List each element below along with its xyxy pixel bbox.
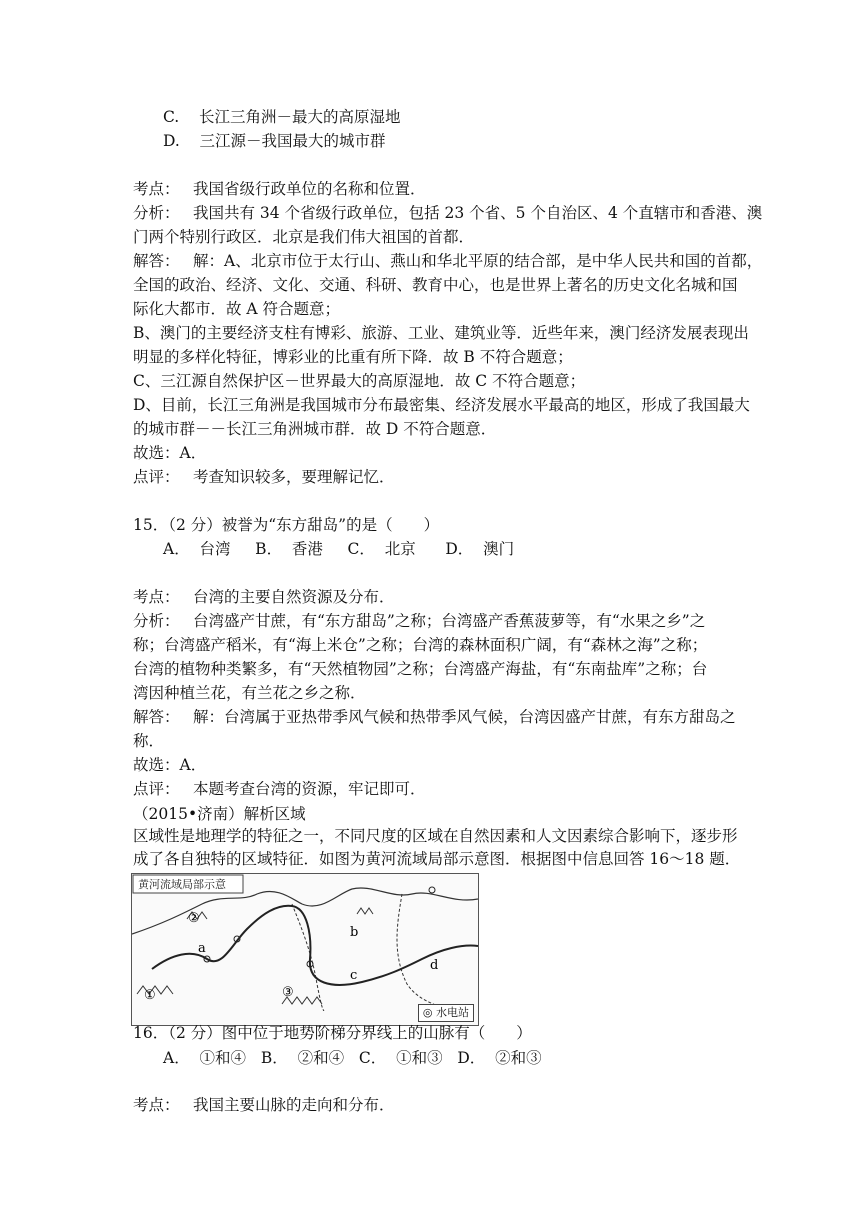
q15-fenxi-3: 台湾的植物种类繁多，有“天然植物园”之称；台湾盛产海盐，有“东南盐库”之称；台 (133, 660, 708, 678)
map-label-1: ① (144, 988, 156, 1003)
q16-options: A． ①和④ B． ②和④ C． ①和③ D． ②和③ (163, 1049, 542, 1067)
q14-fenxi-2: 门两个特别行政区．北京是我们伟大祖国的首都． (133, 228, 475, 246)
q14-guxuan: 故选：A． (133, 444, 207, 462)
q15-fenxi-2: 称；台湾盛产稻米，有“海上米仓”之称；台湾的森林面积广阔，有“森林之海”之称； (133, 636, 708, 654)
map-label-b: b (350, 925, 359, 940)
option-d: D. 三江源－我国最大的城市群 (163, 132, 386, 150)
map-label-d: d (430, 958, 439, 973)
q15-jieda-2: 称． (133, 732, 165, 750)
map-legend: ◎ 水电站 (418, 1004, 474, 1022)
q15-jieda: 解答： 解：台湾属于亚热带季风气候和热带季风气候，台湾因盛产甘蔗，有东方甜岛之 (133, 708, 736, 726)
q15-options: A． 台湾 B． 香港 C． 北京 D． 澳门 (163, 540, 515, 558)
section-intro-1: 区域性是地理学的特征之一，不同尺度的区域在自然因素和人文因素综合影响下，逐步形 (133, 827, 738, 845)
q14-c: C、三江源自然保护区－世界最大的高原湿地．故 C 不符合题意； (133, 372, 586, 390)
q15-fenxi: 分析： 台湾盛产甘蔗，有“东方甜岛”之称；台湾盛产香蕉菠萝等，有“水果之乡”之 (133, 612, 706, 630)
q14-d-1: D、目前，长江三角洲是我国城市分布最密集、经济发展水平最高的地区，形成了我国最大 (133, 396, 750, 414)
map-drawing (132, 874, 478, 1011)
section-heading: （2015•济南）解析区域 (133, 805, 306, 823)
map-label-3: ③ (282, 985, 294, 1000)
q14-jieda-3: 际化大都市．故 A 符合题意； (133, 300, 341, 318)
q14-d-2: 的城市群－－长江三角洲城市群．故 D 不符合题意． (133, 420, 497, 438)
map-label-a: a (198, 941, 206, 956)
q15-question: 15．（2 分）被誉为“东方甜岛”的是（ ） (133, 516, 440, 534)
q15-guxuan: 故选：A． (133, 756, 207, 774)
q14-b-2: 明显的多样化特征，博彩业的比重有所下降．故 B 不符合题意； (133, 348, 573, 366)
q16-kaodian: 考点： 我国主要山脉的走向和分布． (133, 1096, 395, 1114)
q14-dianping: 点评： 考查知识较多，要理解记忆． (133, 468, 395, 486)
q14-jieda: 解答： 解：A、北京市位于太行山、燕山和华北平原的结合部，是中华人民共和国的首都， (133, 252, 763, 270)
map-label-2: ② (188, 911, 200, 926)
map-label-c: c (350, 968, 358, 983)
q15-kaodian: 考点： 台湾的主要自然资源及分布． (133, 588, 395, 606)
capital-icon (429, 887, 435, 893)
option-c: C. 长江三角洲－最大的高原湿地 (163, 108, 401, 126)
q14-fenxi: 分析： 我国共有 34 个省级行政单位，包括 23 个省、5 个自治区、4 个直辖市和香港、澳 (133, 204, 763, 222)
q15-dianping: 点评： 本题考查台湾的资源，牢记即可． (133, 780, 426, 798)
q14-b-1: B、澳门的主要经济支柱有博彩、旅游、工业、建筑业等．近些年来，澳门经济发展表现出 (133, 324, 749, 342)
province-line (292, 904, 324, 1011)
province-line-2 (397, 894, 452, 1011)
section-intro-2: 成了各自独特的区域特征．如图为黄河流域局部示意图．根据图中信息回答 16～18 题． (133, 850, 741, 868)
q14-kaodian: 考点： 我国省级行政单位的名称和位置． (133, 180, 426, 198)
q14-jieda-2: 全国的政治、经济、文化、交通、科研、教育中心，也是世界上著名的历史文化名城和国 (133, 276, 738, 294)
mountain-4 (357, 908, 373, 914)
q16-question: 16．（2 分）图中位于地势阶梯分界线上的山脉有（ ） (133, 1024, 532, 1042)
q15-fenxi-4: 湾因种植兰花，有兰花之乡之称． (133, 684, 366, 702)
map-title: 黄河流域局部示意 (138, 878, 226, 891)
yellow-river-map (131, 873, 479, 1026)
border-line (132, 888, 478, 934)
